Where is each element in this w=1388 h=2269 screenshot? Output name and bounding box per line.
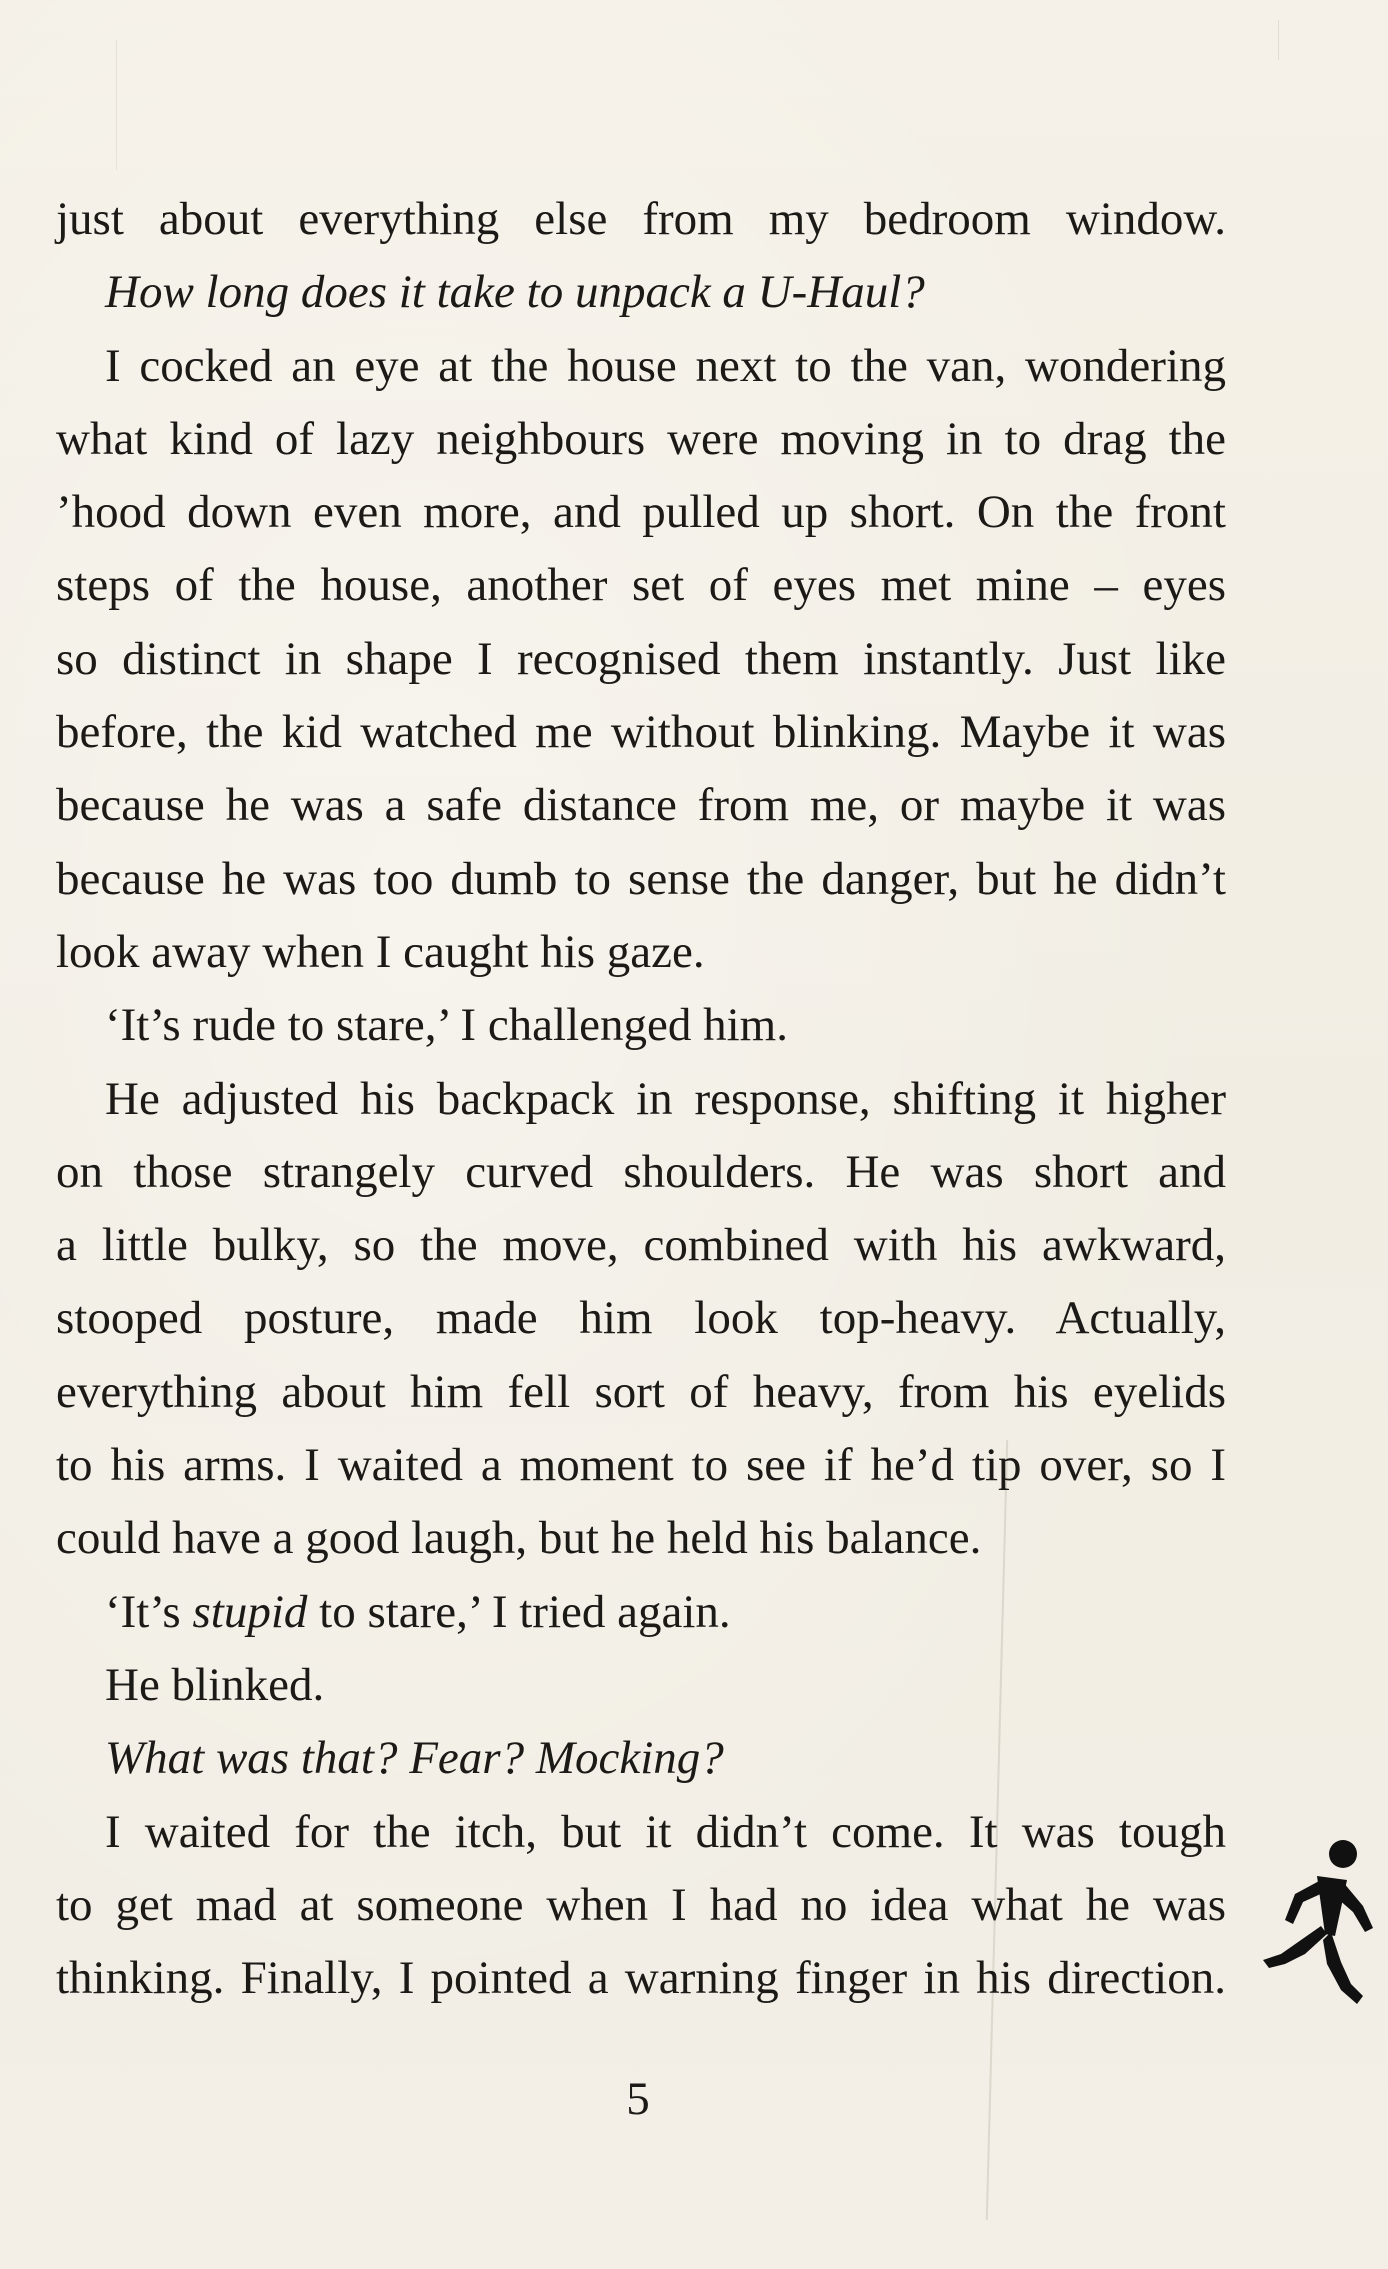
text-line: steps of the house, another set of eyes met mine – eyes (56, 559, 1226, 612)
text-run-italic: stupid (192, 1585, 308, 1638)
text-line-italic: What was that? Fear? Mocking? (105, 1732, 724, 1785)
text-line: on those strangely curved shoulders. He was short and (56, 1145, 1226, 1198)
text-line: thinking. Finally, I pointed a warning finger in his direction. (56, 1952, 1226, 2005)
text-line: a little bulky, so the move, combined with his awkward, (56, 1219, 1226, 1272)
text-line: before, the kid watched me without blinking. Maybe it was (56, 706, 1226, 759)
text-line-mixed (56, 1576, 1226, 1649)
body-text (56, 183, 1226, 2015)
text-line: everything about him fell sort of heavy, from his eyelids (56, 1365, 1226, 1418)
text-line: so distinct in shape I recognised them instantly. Just like (56, 632, 1226, 685)
paper-crease (116, 40, 117, 170)
text-line: to his arms. I waited a moment to see if he’d tip over, so I (56, 1439, 1226, 1492)
text-line: just about everything else from my bedroom window. (56, 193, 1226, 245)
paper-crease (1278, 20, 1279, 60)
text-line: ‘It’s rude to stare,’ I challenged him. (105, 999, 788, 1052)
text-line: what kind of lazy neighbours were moving in to drag the (56, 412, 1226, 465)
text-run: to stare,’ I tried again. (307, 1585, 731, 1638)
running-figure-icon (1255, 1836, 1380, 2006)
text-line-italic: How long does it take to unpack a U-Haul? (105, 266, 925, 319)
text-line: look away when I caught his gaze. (56, 925, 705, 978)
page-number: 5 (626, 2073, 650, 2125)
text-run: ‘It’s (105, 1585, 193, 1638)
text-line: He adjusted his backpack in response, shifting it higher (105, 1072, 1226, 1125)
text-line: because he was a safe distance from me, or maybe it was (56, 779, 1226, 832)
text-line: I waited for the itch, but it didn’t come. It was tough (105, 1805, 1226, 1858)
text-line: could have a good laugh, but he held his balance. (56, 1512, 982, 1565)
text-line: because he was too dumb to sense the danger, but he didn’t (56, 852, 1226, 905)
text-line: stooped posture, made him look top-heavy. Actually, (56, 1292, 1226, 1345)
text-line: to get mad at someone when I had no idea what he was (56, 1878, 1226, 1931)
text-line: He blinked. (105, 1658, 325, 1711)
text-line: ’hood down even more, and pulled up short. On the front (56, 486, 1226, 539)
text-line: I cocked an eye at the house next to the van, wondering (105, 339, 1226, 392)
